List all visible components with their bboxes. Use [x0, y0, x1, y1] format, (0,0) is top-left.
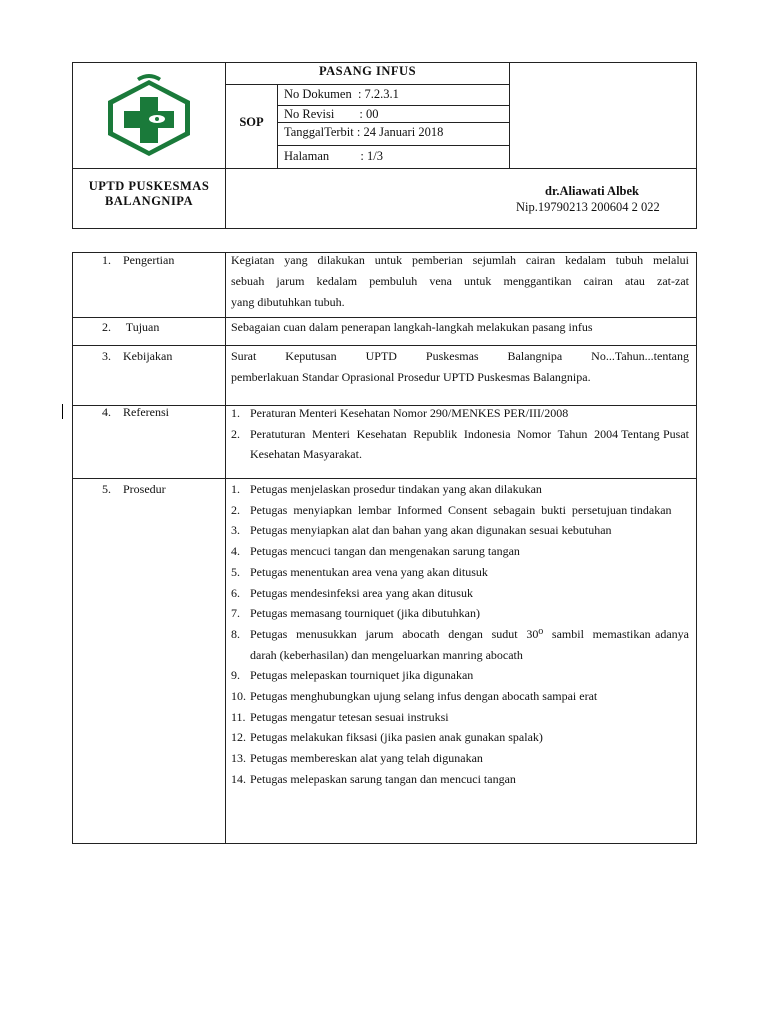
pengertian-line-1: Kegiatan yang dilakukan untuk pemberian sejumlah cairan kedalam tubuh melalui: [231, 253, 689, 267]
prosedur-item-text: Petugas melepaskan tourniquet jika digunakan: [250, 668, 474, 683]
content-border-right: [696, 252, 697, 844]
header-divider-1: [225, 62, 226, 229]
halaman: Halaman : 1/3: [284, 149, 383, 163]
prosedur-item: [231, 583, 689, 604]
prosedur-item-number: 3.: [231, 523, 240, 538]
label-kebijakan: 3. Kebijakan: [102, 349, 173, 363]
header-border-bottom: [72, 228, 697, 229]
label-pengertian: 1. Pengertian: [102, 253, 175, 267]
prosedur-item: [231, 500, 689, 521]
prosedur-item: [231, 624, 692, 665]
prosedur-item-text: Petugas menusukkan jarum abocath dengan sudut 30⁰ sambil memastikan adanya darah (keberhasilan) dan mengeluarkan manring abocath: [250, 626, 692, 662]
referensi-item-text: Peratuturan Menteri Kesehatan Republik Indonesia Nomor Tahun 2004 Tentang Pusat Kesehatan Masyarakat.: [250, 426, 692, 462]
sop-label: SOP: [239, 115, 264, 129]
header-border-right: [696, 62, 697, 229]
signer-nip: Nip.19790213 200604 2 022: [516, 200, 660, 214]
prosedur-item: [231, 707, 689, 728]
referensi-item-number: 1.: [231, 406, 240, 420]
prosedur-item-number: 8.: [231, 626, 240, 641]
prosedur-item-number: 11.: [231, 709, 246, 724]
referensi-item: [231, 403, 689, 424]
label-prosedur: 5. Prosedur: [102, 482, 166, 496]
org-name-line1: UPTD PUSKESMAS: [88, 179, 210, 193]
prosedur-item-number: 2.: [231, 502, 240, 517]
org-name-line2: BALANGNIPA: [104, 194, 194, 208]
prosedur-item: [231, 541, 689, 562]
prosedur-item-number: 9.: [231, 668, 240, 683]
content-border-bottom: [72, 843, 697, 844]
doc-row-divider-3: [277, 145, 510, 146]
prosedur-item-text: Petugas menghubungkan ujung selang infus dengan abocath sampai erat: [250, 689, 598, 704]
prosedur-item-text: Petugas membereskan alat yang telah digunakan: [250, 751, 483, 766]
pengertian-line-2: sebuah jarum kedalam pembuluh vena untuk menggantikan cairan atau zat-zat: [231, 274, 689, 288]
prosedur-item-text: Petugas menjelaskan prosedur tindakan yang akan dilakukan: [250, 482, 542, 496]
kebijakan-line-1: Surat Keputusan UPTD Puskesmas Balangnipa No...Tahun...tentang: [231, 349, 689, 363]
title-row-divider: [225, 84, 510, 85]
prosedur-item: [231, 479, 689, 500]
no-revisi: No Revisi : 00: [284, 107, 379, 121]
header-border-top: [72, 62, 697, 63]
content-border-left: [72, 252, 73, 844]
tanggal-terbit: TanggalTerbit : 24 Januari 2018: [284, 125, 444, 139]
kebijakan-line-2: pemberlakuan Standar Oprasional Prosedur UPTD Puskesmas Balangnipa.: [231, 370, 591, 384]
prosedur-item: [231, 562, 689, 583]
prosedur-item-number: 5.: [231, 564, 240, 579]
signer-name: dr.Aliawati Albek: [545, 184, 640, 198]
doc-row-divider-2: [277, 122, 510, 123]
text-cursor: [62, 404, 63, 419]
label-tujuan: 2. Tujuan: [102, 320, 160, 334]
prosedur-item-text: Petugas memasang tourniquet (jika dibutuhkan): [250, 606, 480, 621]
prosedur-item-text: Petugas mendesinfeksi area yang akan ditusuk: [250, 585, 473, 600]
prosedur-item-number: 6.: [231, 585, 240, 600]
pengertian-line-3: yang dibutuhkan tubuh.: [231, 295, 345, 309]
referensi-list: [231, 403, 692, 465]
prosedur-item-text: Petugas menyiapkan alat dan bahan yang akan digunakan sesuai kebutuhan: [250, 523, 612, 538]
prosedur-item-text: Petugas menyiapkan lembar Informed Consent sebagain bukti persetujuan tindakan: [250, 502, 672, 517]
prosedur-item-text: Petugas melepaskan sarung tangan dan mencuci tangan: [250, 771, 516, 786]
sop-divider: [277, 84, 278, 169]
referensi-item-number: 2.: [231, 426, 240, 441]
prosedur-item: [231, 665, 689, 686]
prosedur-item-text: Petugas menentukan area vena yang akan ditusuk: [250, 564, 488, 579]
prosedur-item-number: 1.: [231, 482, 240, 496]
prosedur-item-number: 10.: [231, 689, 246, 704]
prosedur-item: [231, 727, 689, 748]
document-title: PASANG INFUS: [318, 64, 417, 78]
kebijakan-text: [231, 346, 689, 388]
prosedur-item: [231, 603, 689, 624]
puskesmas-logo: [104, 72, 194, 158]
prosedur-item-text: Petugas mengatur tetesan sesuai instruksi: [250, 709, 449, 724]
label-referensi: 4. Referensi: [102, 405, 169, 419]
referensi-item-text: Peraturan Menteri Kesehatan Nomor 290/MENKES PER/III/2008: [250, 406, 569, 420]
prosedur-item-text: Petugas mencuci tangan dan mengenakan sarung tangan: [250, 544, 520, 559]
prosedur-item-text: Petugas melakukan fiksasi (jika pasien anak gunakan spalak): [250, 730, 543, 745]
prosedur-item-number: 13.: [231, 751, 246, 766]
prosedur-item: [231, 686, 689, 707]
prosedur-item-number: 4.: [231, 544, 240, 559]
prosedur-item-number: 7.: [231, 606, 240, 621]
prosedur-item: [231, 769, 689, 790]
tujuan-text: Sebagaian cuan dalam penerapan langkah-langkah melakukan pasang infus: [231, 320, 593, 334]
prosedur-item: [231, 520, 689, 541]
prosedur-list: [231, 479, 692, 790]
doc-row-divider-1: [277, 105, 510, 106]
prosedur-item: [231, 748, 689, 769]
no-dokumen: No Dokumen : 7.2.3.1: [284, 87, 399, 101]
referensi-item: [231, 424, 692, 465]
header-row-divider: [72, 168, 697, 169]
prosedur-item-number: 14.: [231, 771, 246, 786]
pengertian-text: [231, 250, 689, 313]
prosedur-item-number: 12.: [231, 730, 246, 745]
header-divider-2: [509, 62, 510, 168]
content-column-divider: [225, 252, 226, 844]
